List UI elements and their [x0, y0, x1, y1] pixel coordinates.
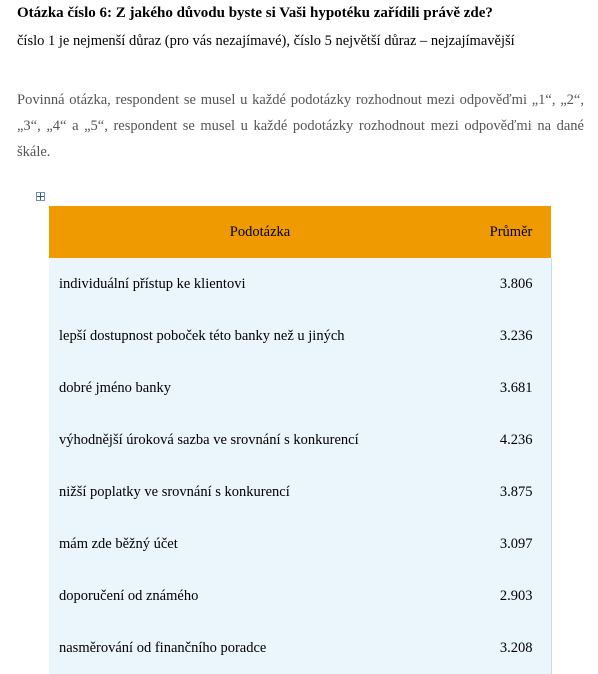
row-subquestion: mám zde běžný účet: [49, 518, 471, 570]
table-row: [49, 518, 551, 570]
table-row: [49, 466, 551, 518]
row-average: 3.208: [471, 622, 551, 674]
row-average: 2.903: [471, 570, 551, 622]
results-table: [49, 206, 552, 674]
row-average: 3.875: [471, 466, 551, 518]
row-subquestion: dobré jméno banky: [49, 362, 471, 414]
row-average: 4.236: [471, 414, 551, 466]
row-subquestion: lepší dostupnost poboček této banky než u jiných: [49, 310, 471, 362]
table-row: [49, 414, 551, 466]
table-row: [49, 570, 551, 622]
table-move-handle-icon[interactable]: [36, 192, 45, 201]
header-average: Průměr: [471, 206, 551, 258]
header-subquestion: Podotázka: [49, 206, 471, 258]
table-row: [49, 362, 551, 414]
row-average: 3.236: [471, 310, 551, 362]
row-average: 3.097: [471, 518, 551, 570]
table-row: [49, 622, 551, 674]
row-subquestion: nižší poplatky ve srovnání s konkurencí: [49, 466, 471, 518]
row-subquestion: doporučení od známého: [49, 570, 471, 622]
table-row: [49, 258, 551, 310]
scale-note: číslo 1 je nejmenší důraz (pro vás nezajímavé), číslo 5 největší důraz – nejzajímavější: [17, 33, 515, 49]
mandatory-note: Povinná otázka, respondent se musel u každé podotázky rozhodnout mezi odpověďmi „1“, „2“, „3“, „4“ a „5“, respondent se musel u každé podotázky rozhodnout mezi odpověďmi na dané škále.: [17, 92, 584, 160]
table-row: [49, 310, 551, 362]
question-title: Otázka číslo 6: Z jakého důvodu byste si Vaši hypotéku zařídili právě zde?: [17, 5, 493, 21]
results-table-container: [49, 206, 551, 674]
row-subquestion: výhodnější úroková sazba ve srovnání s konkurencí: [49, 414, 471, 466]
row-average: 3.806: [471, 258, 551, 310]
row-average: 3.681: [471, 362, 551, 414]
row-subquestion: individuální přístup ke klientovi: [49, 258, 471, 310]
table-header-row: [49, 206, 551, 258]
row-subquestion: nasměrování od finančního poradce: [49, 622, 471, 674]
